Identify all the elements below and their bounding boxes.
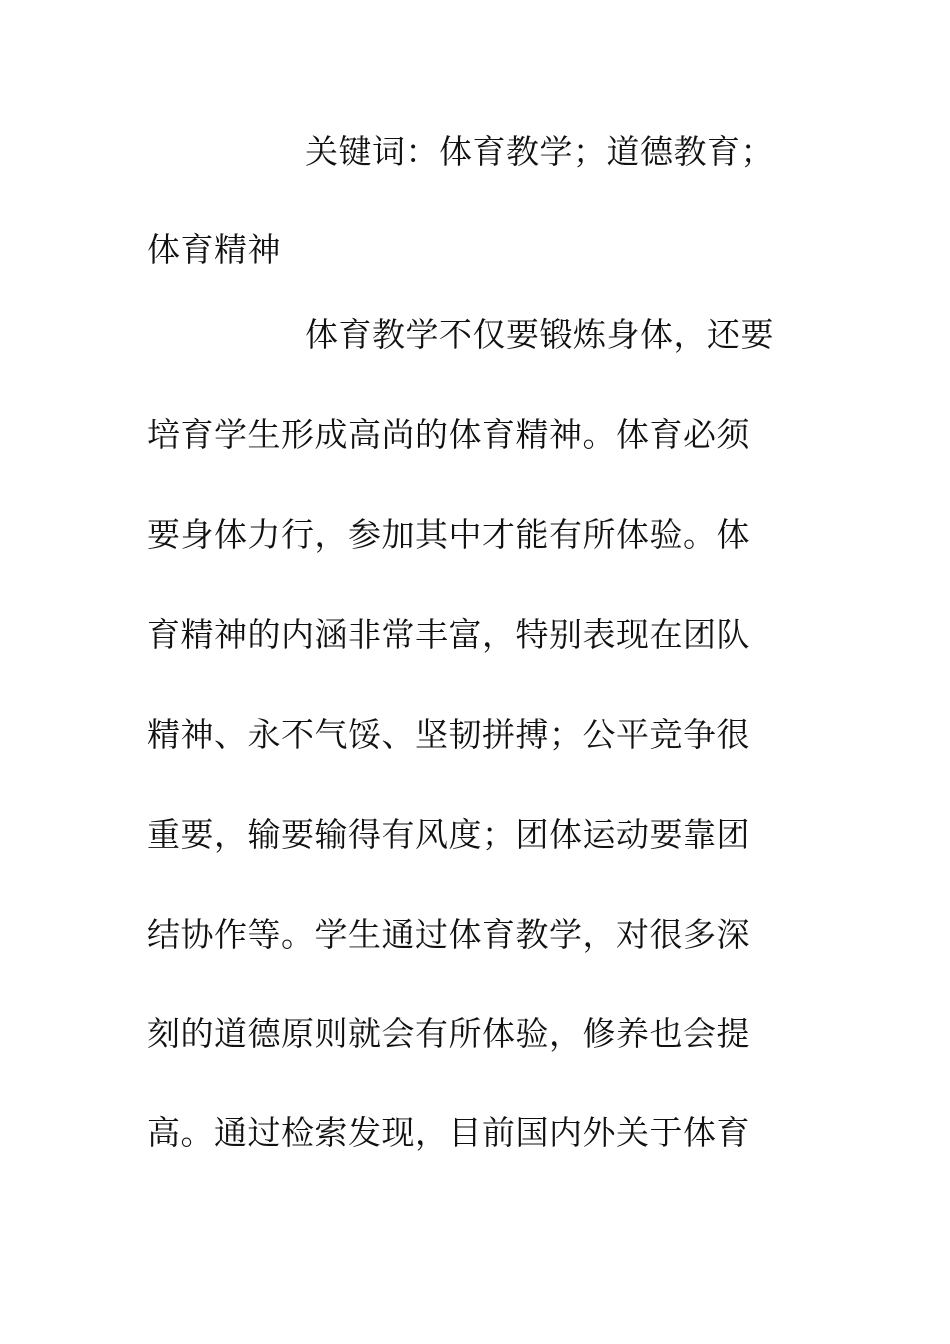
keywords-line: 关键词：体育教学；道德教育； bbox=[305, 132, 774, 171]
keywords-continuation: 体育精神 bbox=[147, 230, 281, 269]
paragraph-line-4: 育精神的内涵非常丰富，特别表现在团队 bbox=[147, 615, 750, 654]
paragraph-line-7: 结协作等。学生通过体育教学，对很多深 bbox=[147, 915, 750, 954]
paragraph-line-6: 重要，输要输得有风度；团体运动要靠团 bbox=[147, 815, 750, 854]
paragraph-line-9: 高。通过检索发现，目前国内外关于体育 bbox=[147, 1113, 750, 1152]
paragraph-line-1: 体育教学不仅要锻炼身体，还要 bbox=[305, 315, 774, 354]
paragraph-line-2: 培育学生形成高尚的体育精神。体育必须 bbox=[147, 415, 750, 454]
paragraph-line-3: 要身体力行，参加其中才能有所体验。体 bbox=[147, 515, 750, 554]
paragraph-line-5: 精神、永不气馁、坚韧拼搏；公平竞争很 bbox=[147, 715, 750, 754]
paragraph-line-8: 刻的道德原则就会有所体验，修养也会提 bbox=[147, 1014, 750, 1053]
